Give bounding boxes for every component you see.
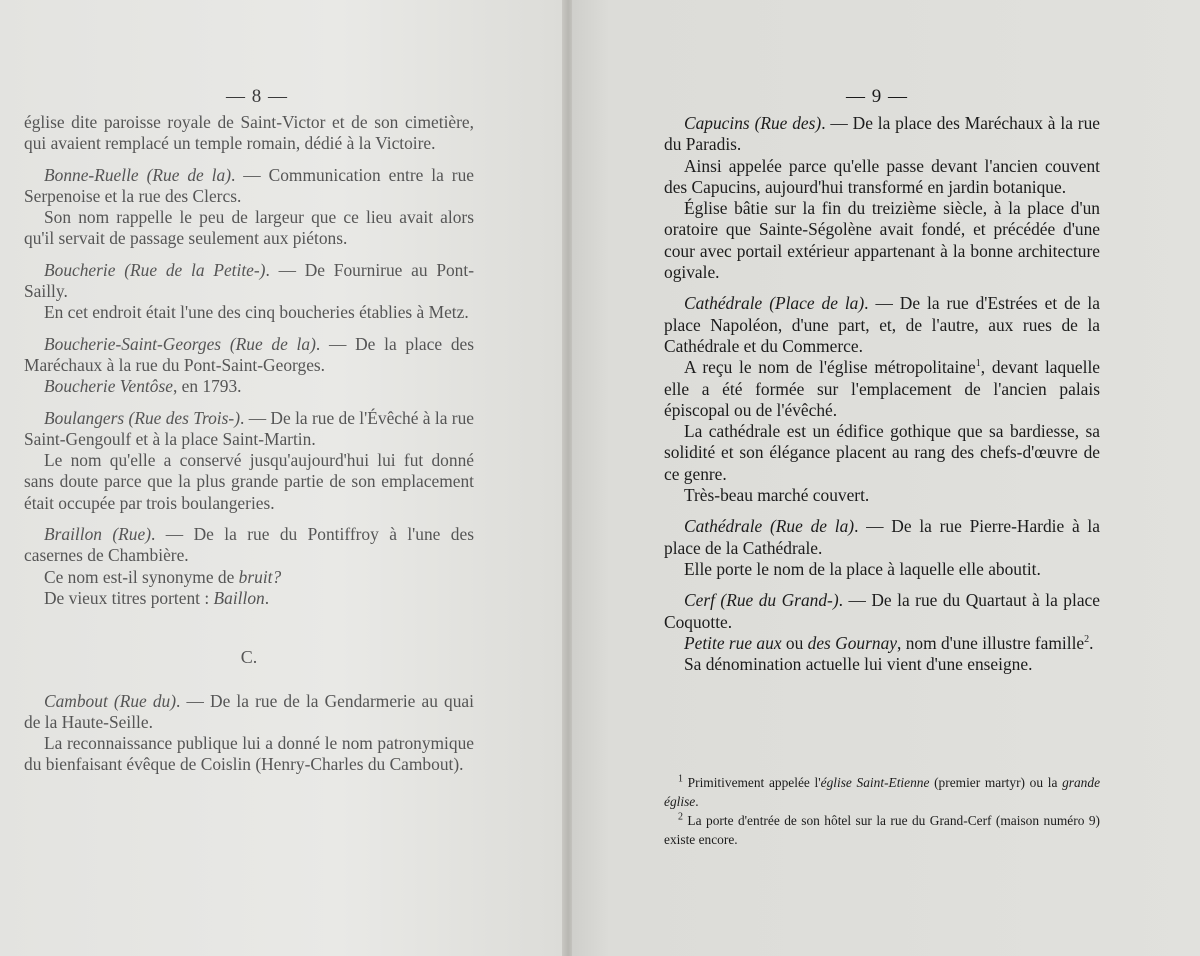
text: A reçu le nom de l'église métropolitaine — [684, 357, 976, 378]
street-description: . — De la rue Pierre-Hardie à la place de la Cathédrale. — [664, 516, 1100, 558]
text: Ce nom est-il synonyme de — [44, 566, 239, 587]
text-column — [24, 112, 474, 776]
street-type: (Rue de la) — [770, 516, 855, 537]
street-description: . — De la rue de l'Évêché à la rue Saint-Gengoulf et à la place Saint-Martin. — [24, 407, 474, 449]
paragraph: La cathédrale est un édifice gothique que sa bardiesse, sa solidité et son élégance placent au rang des chefs-d'œuvre de ce genre. — [664, 421, 1100, 484]
street-description: . — De la place des Maréchaux à la rue du Paradis. — [664, 113, 1100, 155]
paragraph: Église bâtie sur la fin du treizième siècle, à la place d'un oratoire que Sainte-Ségolène avait fondé, et précédée d'une cour avec portail extérieur appartenant à la bonne architecture ogivale. — [664, 198, 1100, 283]
footnote — [664, 773, 1100, 811]
street-description: . — De Fournirue au Pont-Sailly. — [24, 259, 475, 302]
paragraph: Son nom rappelle le peu de largeur que ce lieu avait alors qu'il servait de passage seulement aux piétons. — [24, 207, 474, 249]
street-type: (Rue du) — [113, 690, 177, 711]
street-type: (Place de la) — [769, 293, 865, 314]
street-entry — [24, 408, 474, 451]
street-name: Capucins — [684, 113, 750, 133]
street-entry — [24, 334, 474, 377]
street-type: (Rue du Grand-) — [720, 590, 839, 611]
paragraph — [664, 633, 1100, 654]
page-number: — 9 — — [846, 86, 908, 107]
text: , en 1793. — [172, 376, 242, 397]
italic-text: bruit? — [238, 566, 282, 587]
street-name: Boulangers — [44, 407, 125, 428]
street-description: . — De la rue de la Gendarmerie au quai de la Haute-Seille. — [24, 690, 474, 732]
paragraph: Sa dénomination actuelle lui vient d'une enseigne. — [684, 654, 1033, 675]
text: . — [264, 587, 270, 608]
left-page — [0, 0, 566, 956]
italic-text: Baillon — [213, 587, 265, 608]
text: . — [1089, 632, 1094, 653]
paragraph: Le nom qu'elle a conservé jusqu'aujourd'hui lui fut donné sans doute parce que la plus grande partie de son emplacement était occupée par trois boulangeries. — [24, 450, 474, 513]
street-type: (Rue des) — [754, 113, 822, 133]
street-description: . — De la place des Maréchaux à la rue du Pont-Saint-Georges. — [24, 333, 474, 375]
italic-text: des Gournay — [807, 632, 897, 653]
street-entry — [664, 590, 1100, 633]
footnotes — [664, 773, 1100, 849]
text: , nom d'une illustre famille — [897, 632, 1085, 653]
text: (premier martyr) ou la — [929, 775, 1063, 790]
section-heading: C. — [240, 647, 258, 668]
paragraph — [24, 588, 474, 609]
footnote — [664, 811, 1100, 849]
text: Primitivement appelée l' — [683, 775, 821, 790]
street-entry — [24, 524, 474, 567]
street-name: Cambout — [44, 690, 108, 711]
street-description: . — Communication entre la rue Serpenoise et la rue des Clercs. — [24, 164, 474, 206]
street-name: Bonne-Ruelle — [44, 164, 139, 185]
paragraph: La reconnaissance publique lui a donné le nom patronymique du bienfaisant évêque de Coislin (Henry-Charles du Cambout). — [24, 733, 474, 775]
street-entry — [24, 691, 474, 734]
footnote-mark: 1 — [678, 773, 683, 785]
paragraph: En cet endroit était l'une des cinq boucheries établies à Metz. — [44, 302, 469, 323]
text: ou — [781, 632, 808, 653]
street-name: Cathédrale — [684, 293, 763, 314]
italic-text: Petite rue aux — [684, 632, 782, 653]
street-type: (Rue de la) — [146, 164, 232, 185]
text: De vieux titres portent : — [44, 587, 214, 608]
street-entry — [664, 113, 1100, 156]
paragraph: église dite paroisse royale de Saint-Victor et de son cimetière, qui avaient remplacé un temple romain, dédié à la Victoire. — [24, 112, 474, 154]
footnote-mark: 2 — [678, 811, 683, 823]
street-description: . — De la rue du Pontiffroy à l'une des casernes de Chambière. — [24, 524, 474, 566]
street-name: Boucherie — [44, 259, 116, 280]
street-entry — [664, 516, 1100, 559]
text: La porte d'entrée de son hôtel sur la rue du Grand-Cerf (maison numéro 9) existe encore. — [664, 813, 1100, 847]
text: , devant laquelle elle a été formée sur l'emplacement de l'ancien palais épiscopal ou de l'évêché. — [664, 357, 1100, 420]
footnote-mark: 2 — [1084, 634, 1090, 646]
street-entry — [664, 293, 1100, 357]
italic-text: église Saint-Etienne — [820, 775, 930, 790]
street-type: (Rue) — [112, 524, 152, 545]
street-name: Cerf — [684, 590, 715, 611]
street-name: Braillon — [44, 524, 102, 545]
italic-text: Boucherie Ventôse — [44, 376, 173, 397]
street-description: . — De la rue d'Estrées et de la place Napoléon, d'une part, et, de l'autre, aux rues de la Cathédrale et du Commerce. — [664, 293, 1100, 356]
paragraph: Elle porte le nom de la place à laquelle elle aboutit. — [684, 558, 1041, 579]
right-page — [572, 0, 1200, 956]
street-name: Cathédrale — [684, 516, 763, 537]
italic-text: grande église — [664, 775, 1101, 809]
text: . — [695, 794, 699, 809]
street-name: Boucherie-Saint-Georges — [44, 333, 222, 354]
paragraph: Très-beau marché couvert. — [684, 485, 870, 506]
footnote-mark: 1 — [975, 358, 981, 370]
paragraph — [24, 376, 474, 397]
paragraph — [664, 357, 1100, 421]
paragraph: Ainsi appelée parce qu'elle passe devant l'ancien couvent des Capucins, aujourd'hui transformé en jardin botanique. — [664, 155, 1100, 197]
street-entry — [24, 165, 474, 208]
street-entry — [24, 260, 474, 303]
street-type: (Rue de la Petite-) — [124, 259, 266, 280]
paragraph — [24, 567, 474, 588]
page-number: — 8 — — [226, 86, 288, 107]
street-type: (Rue des Trois-) — [128, 407, 240, 428]
street-description: . — De la rue du Quartaut à la place Coquotte. — [664, 590, 1100, 632]
street-type: (Rue de la) — [229, 333, 316, 354]
text-column — [664, 113, 1100, 675]
